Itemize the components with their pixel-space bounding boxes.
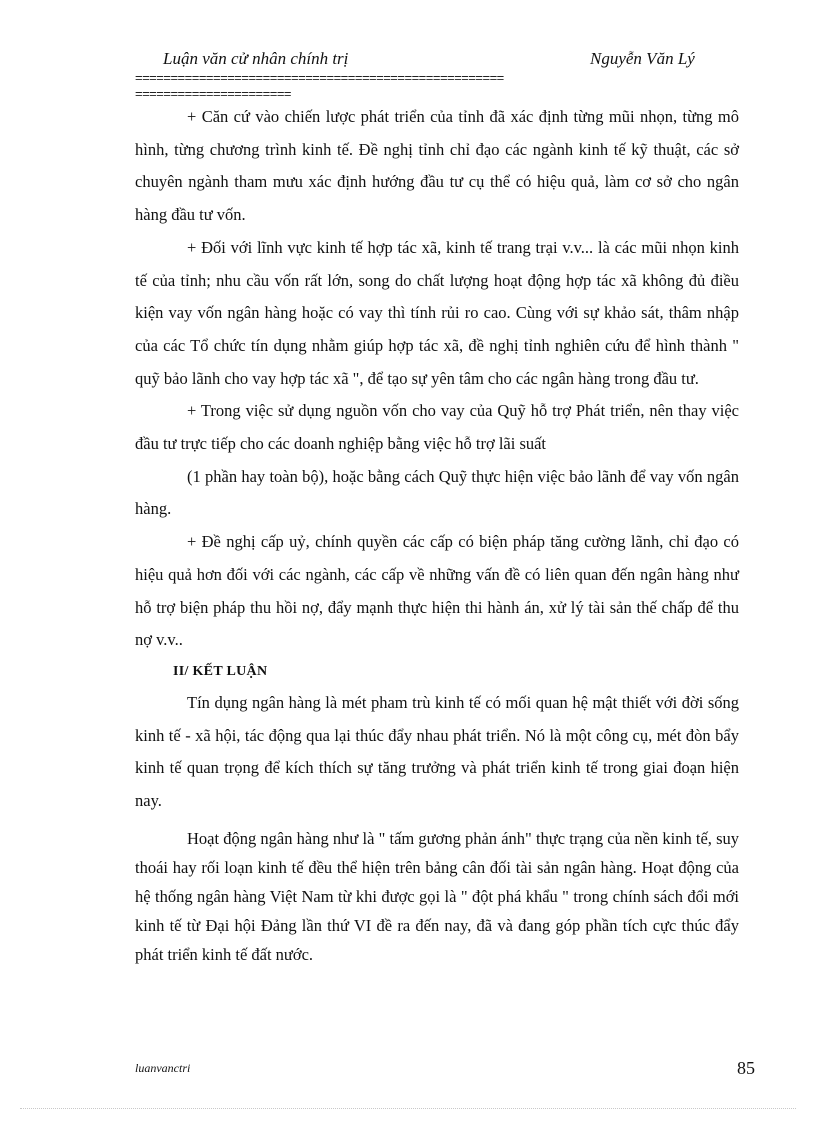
paragraph-support-fund-cont: (1 phần hay toàn bộ), hoặc bằng cách Quỹ thực hiện việc bảo lãnh để vay vốn ngân hàng. (135, 466, 739, 519)
paragraph-strategy: + Căn cứ vào chiến lược phát triển của tỉnh đã xác định từng mũi nhọn, từng mô hình, từng chương trình kinh tế. Đề nghị tỉnh chỉ đạo các ngành kinh tế kỹ thuật, các sở chuyên ngành tham mưu xác định hướng đầu tư cụ thể có hiệu quả, làm cơ sở cho ngân hàng đầu tư vốn. (135, 107, 739, 225)
paragraph-support-fund: + Trong việc sử dụng nguồn vốn cho vay của Quỹ hỗ trợ Phát triển, nên thay việc đầu tư trực tiếp cho các doanh nghiệp bằng việc hỗ trợ lãi suất (135, 401, 739, 454)
paragraph-conclusion-banking: Hoạt động ngân hàng như là " tấm gương phản ánh" thực trạng của nền kinh tế, suy thoái hay rối loạn kinh tế đều thể hiện trên bảng cân đối tài sản ngân hàng. Hoạt động của hệ thống ngân hàng Việt Nam từ khi được gọi là " đột phá khẩu " trong chính sách đổi mới kinh tế từ Đại hội Đảng lần thứ VI đề ra đến nay, đã và đang góp phần tích cực thúc đẩy phát triển kinh tế đất nước. (135, 828, 739, 964)
page-number: 85 (737, 1058, 755, 1078)
paragraph-cooperatives: + Đối với lĩnh vực kinh tế hợp tác xã, kinh tế trang trại v.v... là các mũi nhọn kinh tế của tỉnh; nhu cầu vốn rất lớn, song do chất lượng hoạt động hợp tác xã không đủ điều kiện vay vốn ngân hàng hoặc có vay thì tính rủi ro cao. Cùng với sự khảo sát, thâm nhập của các Tổ chức tín dụng nhằm giúp hợp tác xã, đề nghị tỉnh nghiên cứu để hình thành " quỹ bảo lãnh cho vay hợp tác xã ", để tạo sự yên tâm cho các ngân hàng trong đầu tư. (135, 237, 739, 388)
footer-site-name: luanvanctri (135, 1061, 191, 1075)
section-heading: II/ KẾT LUẬN (173, 663, 268, 679)
header-thesis-title: Luận văn cử nhân chính trị (163, 49, 349, 68)
paragraph-conclusion-credit: Tín dụng ngân hàng là mét pham trù kinh tế có mối quan hệ mật thiết với đời sống kinh tế - xã hội, tác động qua lại thúc đẩy nhau phát triển. Nó là một công cụ, mét đòn bẩy kinh tế quan trọng để kích thích sự tăng trưởng và phát triển kinh tế trong giai đoạn hiện nay. (135, 692, 739, 811)
paragraph-leadership: + Đề nghị cấp uỷ, chính quyền các cấp có biện pháp tăng cường lãnh, chỉ đạo có hiệu quả hơn đối với các ngành, các cấp về những vấn đề có liên quan đến ngân hàng như hỗ trợ biện pháp thu hồi nợ, đẩy mạnh thực hiện thi hành án, xử lý tài sản thế chấp để thu nợ v.v.. (135, 532, 739, 650)
page-body (135, 101, 739, 969)
page-bottom-border (20, 1108, 796, 1109)
header-rule-line-2: ====================== (135, 87, 292, 101)
header-author: Nguyễn Văn Lý (590, 49, 695, 68)
header-rule-line-1: ==================================================== (135, 71, 504, 85)
